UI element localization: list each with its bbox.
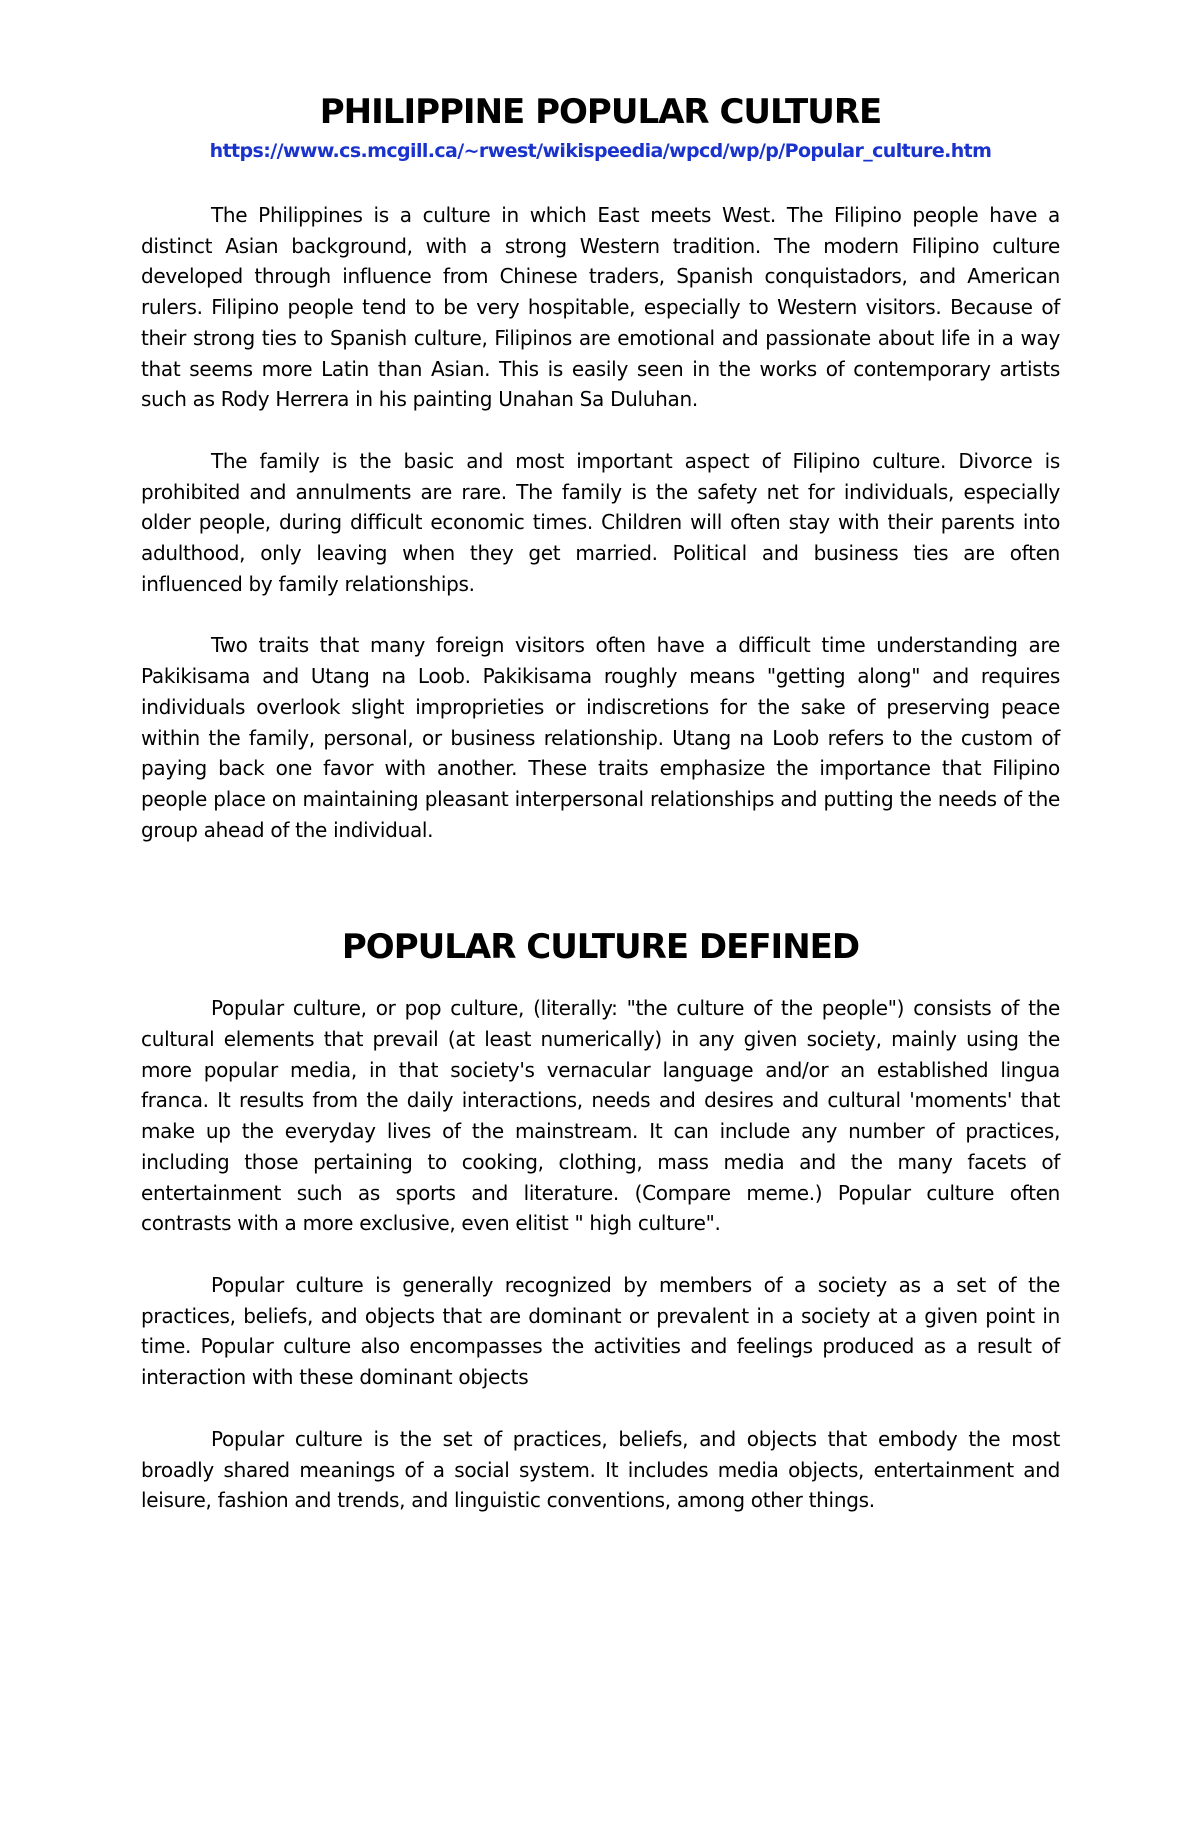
paragraph: Popular culture is the set of practices, beliefs, and objects that embody the most broadly shared meanings of a social system. It includes media objects, entertainment and leisure, fashion and trends, and linguistic conventions, among other things. [141, 1426, 1060, 1513]
section-heading: POPULAR CULTURE DEFINED [341, 927, 860, 968]
source-link[interactable]: https://www.cs.mcgill.ca/~rwest/wikispeedia/wpcd/wp/p/Popular_culture.htm [209, 140, 992, 162]
paragraph: Popular culture is generally recognized by members of a society as a set of the practices, beliefs, and objects that are dominant or prevalent in a society at a given point in time. Popular culture also encompasses the activities and feelings produced as a result of interaction with these dominant objects [141, 1272, 1060, 1390]
section-philippine-culture [141, 200, 1060, 845]
section-popular-culture-defined [141, 923, 1060, 1516]
paragraph: Two traits that many foreign visitors often have a difficult time understanding are Pakikisama and Utang na Loob. Pakikisama roughly means "getting along" and requires individuals overlook slight improprieties or indiscretions for the sake of preserving peace within the family, personal, or business relationship. Utang na Loob refers to the custom of paying back one favor with another. These traits emphasize the importance that Filipino people place on maintaining pleasant interpersonal relationships and putting the needs of the group ahead of the individual. [141, 633, 1060, 842]
page-title: PHILIPPINE POPULAR CULTURE [319, 92, 882, 132]
paragraph: Popular culture, or pop culture, (literally: "the culture of the people") consists of the cultural elements that prevail (at least numerically) in any given society, mainly using the more popular media, in that society's vernacular language and/or an established lingua franca. It results from the daily interactions, needs and desires and cultural 'moments' that make up the everyday lives of the mainstream. It can include any number of practices, including those pertaining to cooking, clothing, mass media and the many facets of entertainment such as sports and literature. (Compare meme.) Popular culture often contrasts with a more exclusive, even elitist " high culture". [141, 996, 1060, 1236]
document-page [141, 88, 1060, 1516]
paragraph: The Philippines is a culture in which East meets West. The Filipino people have a distinct Asian background, with a strong Western tradition. The modern Filipino culture developed through influence from Chinese traders, Spanish conquistadors, and American rulers. Filipino people tend to be very hospitable, especially to Western visitors. Because of their strong ties to Spanish culture, Filipinos are emotional and passionate about life in a way that seems more Latin than Asian. This is easily seen in the works of contemporary artists such as Rody Herrera in his painting Unahan Sa Duluhan. [141, 203, 1060, 412]
paragraph: The family is the basic and most important aspect of Filipino culture. Divorce is prohibited and annulments are rare. The family is the safety net for individuals, especially older people, during difficult economic times. Children will often stay with their parents into adulthood, only leaving when they get married. Political and business ties are often influenced by family relationships. [141, 448, 1060, 596]
